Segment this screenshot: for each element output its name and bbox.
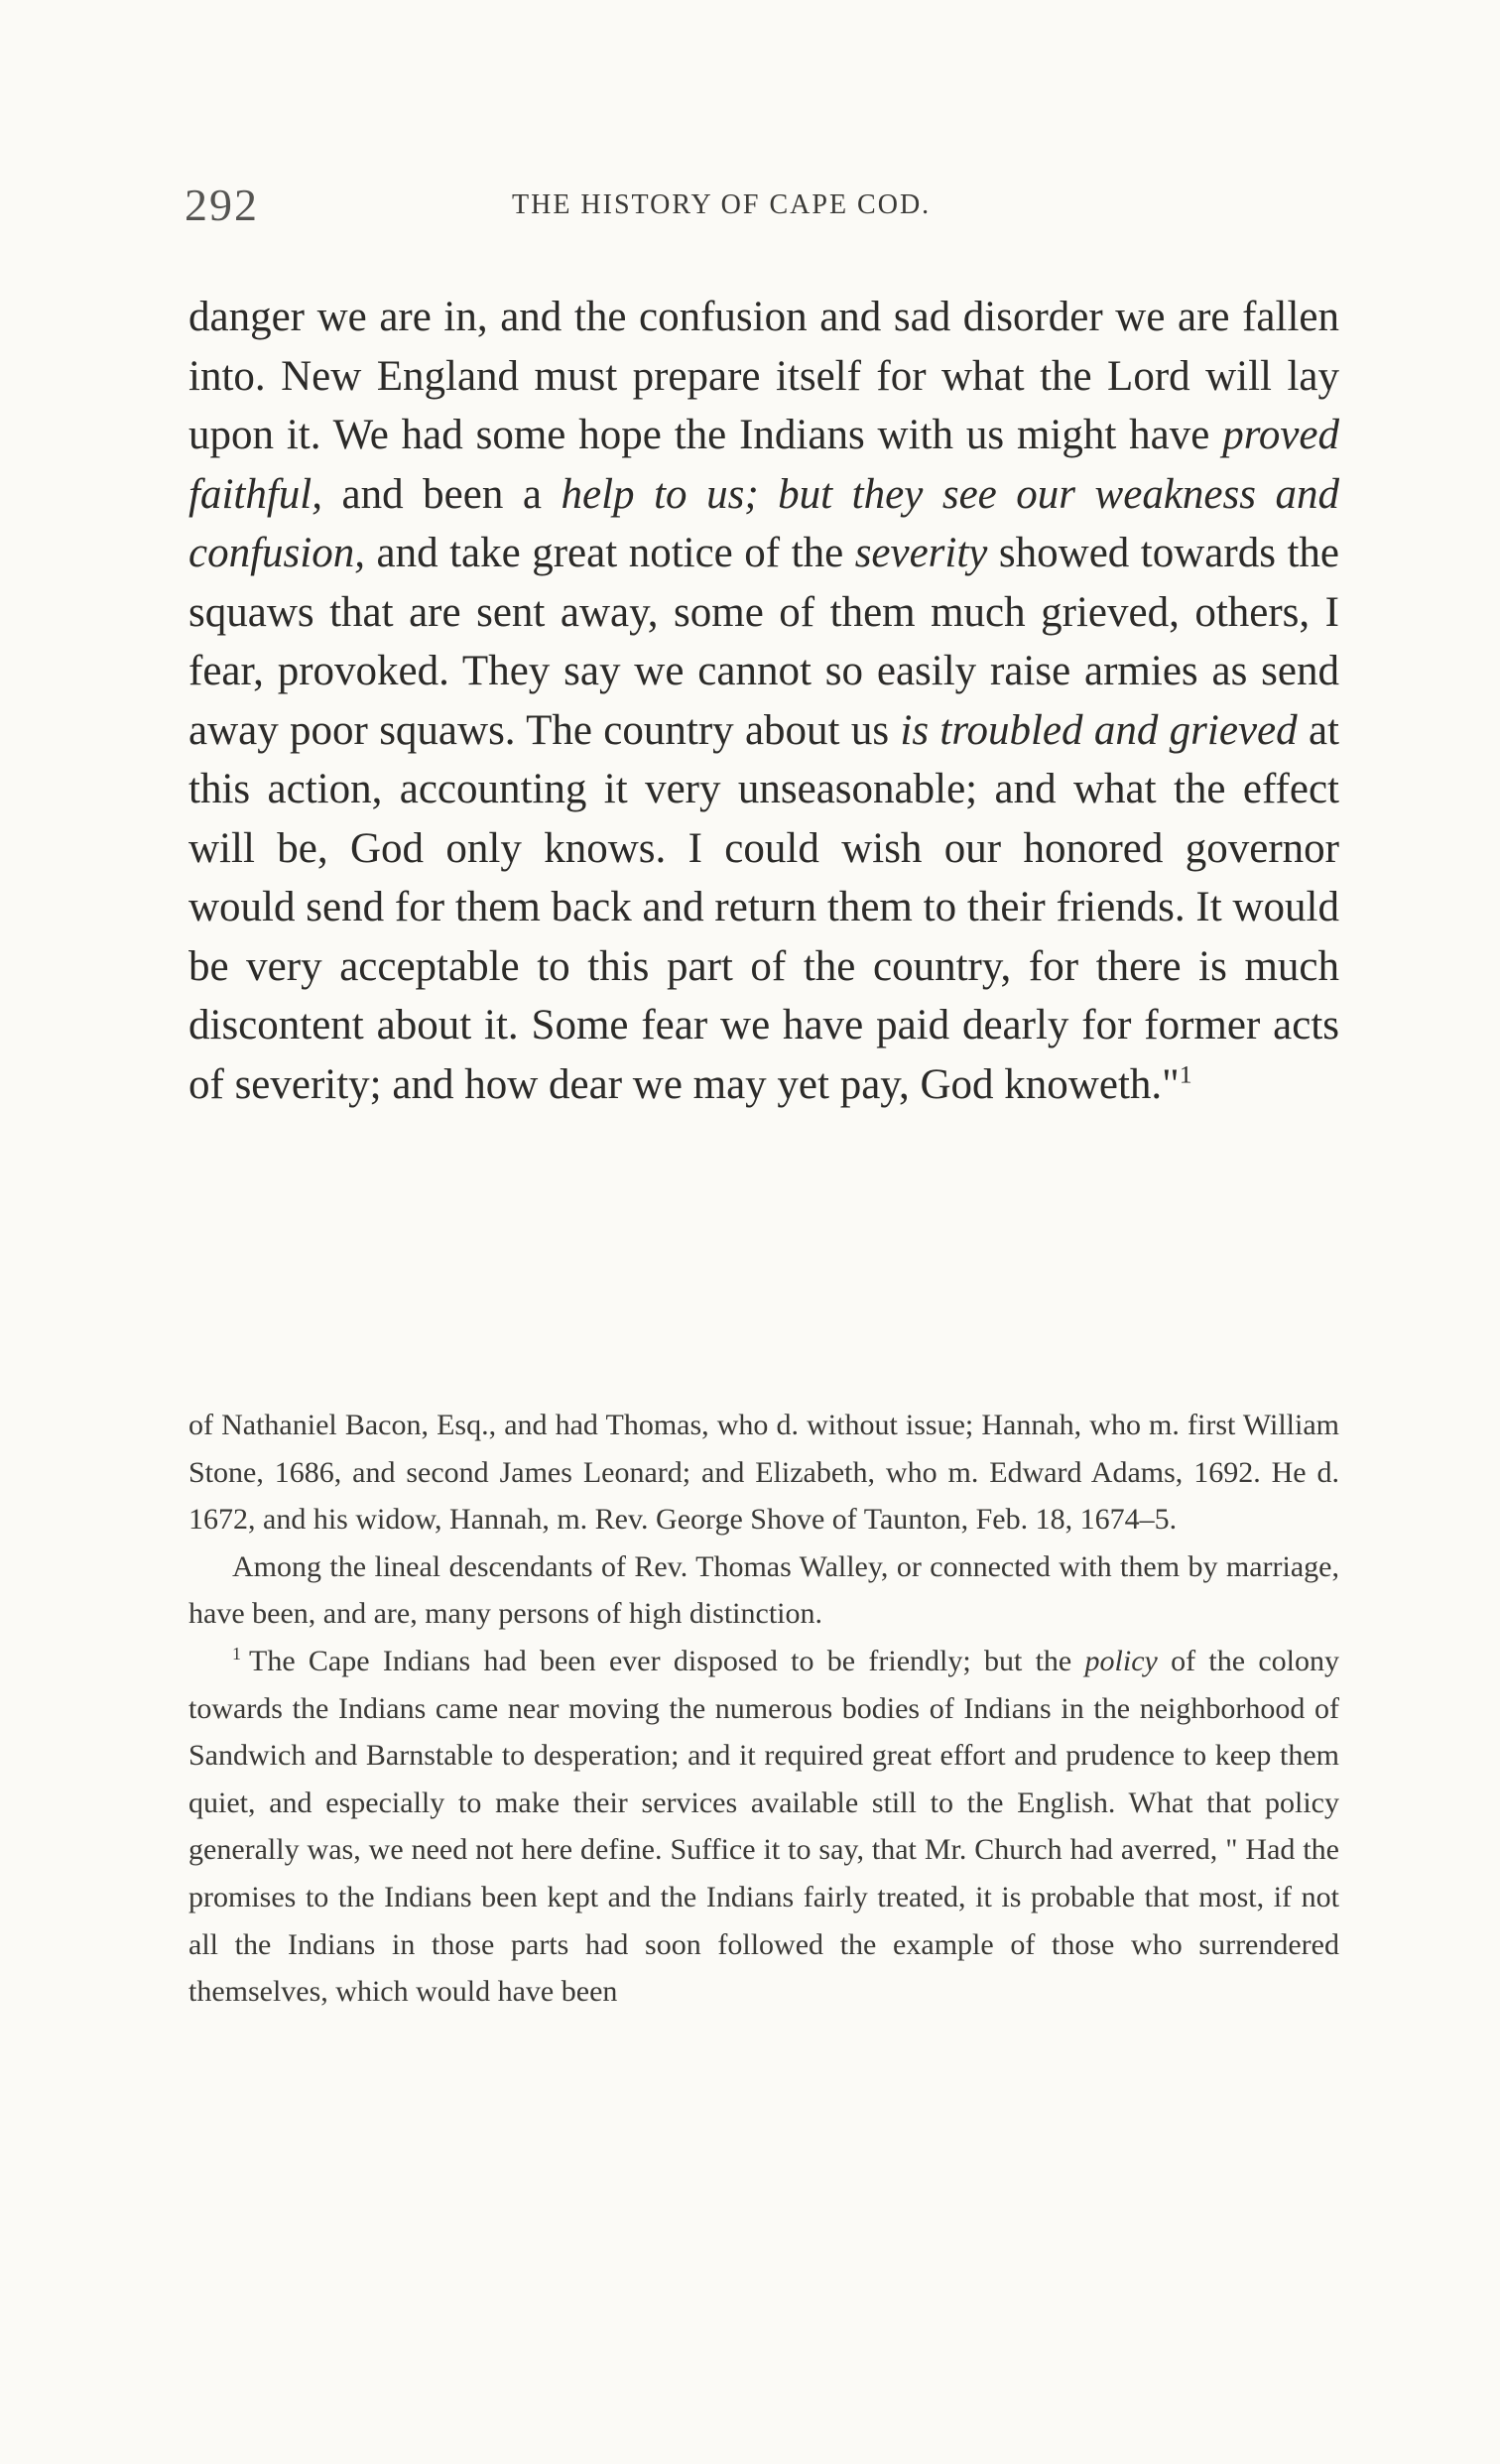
footnote-continuation: of Nathaniel Bacon, Esq., and had Thomas, who d. without issue; Hannah, who m. first William Stone, 1686, and second James Leonard; and Elizabeth, who m. Edward Adams, 1692. He d. 1672, and his widow, Hannah, m. Rev. George Shove of Taunton, Feb. 18, 1674–5. bbox=[188, 1409, 1339, 1537]
footnote-marker: 1 bbox=[232, 1643, 241, 1663]
body-text: at this action, accounting it very unseasonable; and what the effect will be, God only knows. I could wish our honored governor would send for them back and return them to their friends. It would be very acceptable to this part of the country, for there is much discontent about it. Some fear we have paid dearly for former acts of severity; and how dear we may yet pay, God knoweth." bbox=[188, 706, 1339, 1108]
main-paragraph bbox=[188, 288, 1339, 1114]
body-italic: severity bbox=[854, 530, 988, 576]
body-italic: proved faithful, bbox=[188, 412, 1339, 518]
body-text: danger we are in, and the confusion and sad disorder we are fallen into. New England must prepare itself for what the Lord will lay upon it. We had some hope the Indians with us might have bbox=[188, 294, 1339, 458]
body-text: showed towards the squaws that are sent away, some of them much grieved, others, I fear, provoked. They say we cannot so easily raise armies as send away poor squaws. The country about us bbox=[188, 530, 1339, 754]
body-text: and been a bbox=[321, 470, 562, 518]
page-number: 292 bbox=[185, 180, 259, 230]
footnote-italic: policy bbox=[1084, 1644, 1158, 1677]
body-italic: is troubled and grieved bbox=[900, 706, 1298, 754]
footnote-text: of the colony towards the Indians came near moving the numerous bodies of Indians in the neighborhood of Sandwich and Barnstable to desperation; and it required great effort and prudence to keep them quiet, and especially to make their services available still to the English. What that policy generally was, we need not here define. Suffice it to say, that Mr. Church had averred, " Had the promises to the Indians been kept and the Indians fairly treated, it is probable that most, if not all the Indians in those parts had soon followed the example of those who surrendered themselves, which would have been bbox=[188, 1644, 1339, 2009]
footnote-reference: 1 bbox=[1179, 1059, 1192, 1089]
footnote-text: The Cape Indians had been ever disposed to be friendly; but the bbox=[249, 1644, 1085, 1677]
footnotes bbox=[188, 1402, 1339, 2016]
body-italic: help to us; but they see our weakness and confusion, bbox=[188, 470, 1340, 576]
body-text: and take great notice of the bbox=[364, 530, 855, 576]
footnote-1 bbox=[188, 1638, 1339, 2016]
running-head: THE HISTORY OF CAPE COD. bbox=[512, 189, 932, 220]
footnote-paragraph: Among the lineal descendants of Rev. Thomas Walley, or connected with them by marriage, have been, and are, many persons of high distinction. bbox=[188, 1549, 1339, 1631]
